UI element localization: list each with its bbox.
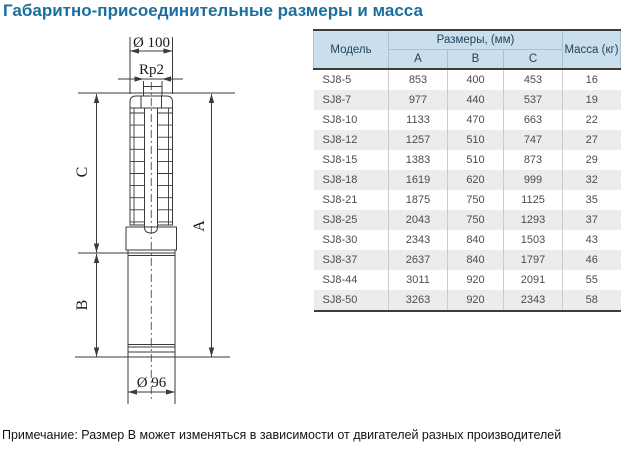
model-cell: SJ8-12 <box>314 130 389 150</box>
mass-cell: 19 <box>563 90 621 110</box>
b-cell: 400 <box>448 69 504 90</box>
mass-cell: 35 <box>563 190 621 210</box>
b-cell: 920 <box>448 290 504 311</box>
table-header <box>314 30 621 69</box>
mass-cell: 58 <box>563 290 621 311</box>
footnote: Примечание: Размер В может изменяться в зависимости от двигателей разных производителей <box>2 428 562 442</box>
header-model: Модель <box>314 30 389 69</box>
header-sizes-group: Размеры, (мм) <box>389 30 563 50</box>
table-row <box>314 170 621 190</box>
model-cell: SJ8-25 <box>314 210 389 230</box>
a-cell: 977 <box>389 90 448 110</box>
b-cell: 840 <box>448 250 504 270</box>
model-cell: SJ8-37 <box>314 250 389 270</box>
c-cell: 747 <box>504 130 563 150</box>
table-row <box>314 230 621 250</box>
c-cell: 1293 <box>504 210 563 230</box>
b-cell: 750 <box>448 190 504 210</box>
table-row <box>314 69 621 90</box>
header-col-c: C <box>504 50 563 70</box>
c-cell: 873 <box>504 150 563 170</box>
page-title: Габаритно-присоединительные размеры и масса <box>3 1 423 20</box>
model-cell: SJ8-21 <box>314 190 389 210</box>
c-cell: 663 <box>504 110 563 130</box>
b-cell: 440 <box>448 90 504 110</box>
b-cell: 510 <box>448 150 504 170</box>
dim-a-label: A <box>191 220 208 232</box>
dim-c-label: C <box>74 166 91 178</box>
model-cell: SJ8-44 <box>314 270 389 290</box>
a-cell: 1383 <box>389 150 448 170</box>
model-cell: SJ8-10 <box>314 110 389 130</box>
c-cell: 453 <box>504 69 563 90</box>
a-cell: 2043 <box>389 210 448 230</box>
mass-cell: 29 <box>563 150 621 170</box>
b-cell: 470 <box>448 110 504 130</box>
table-row <box>314 210 621 230</box>
c-cell: 999 <box>504 170 563 190</box>
model-cell: SJ8-18 <box>314 170 389 190</box>
a-cell: 3011 <box>389 270 448 290</box>
pump-dimension-diagram <box>0 0 310 425</box>
header-mass: Масса (кг) <box>563 30 621 69</box>
dim-a <box>191 94 214 357</box>
dim-c <box>74 94 99 253</box>
model-cell: SJ8-50 <box>314 290 389 311</box>
table-row <box>314 130 621 150</box>
c-cell: 1503 <box>504 230 563 250</box>
c-cell: 2343 <box>504 290 563 311</box>
model-cell: SJ8-15 <box>314 150 389 170</box>
c-cell: 1125 <box>504 190 563 210</box>
dim-b <box>74 254 99 357</box>
mass-cell: 55 <box>563 270 621 290</box>
header-col-a: A <box>389 50 448 70</box>
top-diameter-label: Ø 100 <box>132 35 171 51</box>
mass-cell: 16 <box>563 69 621 90</box>
a-cell: 2637 <box>389 250 448 270</box>
dim-b-label: B <box>74 299 91 311</box>
table-body <box>314 69 621 311</box>
mass-cell: 37 <box>563 210 621 230</box>
table-row <box>314 150 621 170</box>
spec-table <box>313 29 620 312</box>
model-cell: SJ8-7 <box>314 90 389 110</box>
a-cell: 1619 <box>389 170 448 190</box>
a-cell: 1257 <box>389 130 448 150</box>
b-cell: 840 <box>448 230 504 250</box>
c-cell: 537 <box>504 90 563 110</box>
table-row <box>314 190 621 210</box>
model-cell: SJ8-30 <box>314 230 389 250</box>
b-cell: 620 <box>448 170 504 190</box>
table-row <box>314 290 621 311</box>
mass-cell: 43 <box>563 230 621 250</box>
b-cell: 920 <box>448 270 504 290</box>
header-col-b: B <box>448 50 504 70</box>
mass-cell: 46 <box>563 250 621 270</box>
a-cell: 1875 <box>389 190 448 210</box>
table-row <box>314 90 621 110</box>
mass-cell: 27 <box>563 130 621 150</box>
mass-cell: 32 <box>563 170 621 190</box>
a-cell: 3263 <box>389 290 448 311</box>
a-cell: 2343 <box>389 230 448 250</box>
a-cell: 853 <box>389 69 448 90</box>
dim-thread <box>118 62 183 82</box>
thread-label: Rp2 <box>138 62 165 78</box>
a-cell: 1133 <box>389 110 448 130</box>
model-cell: SJ8-5 <box>314 69 389 90</box>
c-cell: 2091 <box>504 270 563 290</box>
b-cell: 510 <box>448 130 504 150</box>
mass-cell: 22 <box>563 110 621 130</box>
b-cell: 750 <box>448 210 504 230</box>
c-cell: 1797 <box>504 250 563 270</box>
table-row <box>314 250 621 270</box>
bottom-diameter-label: Ø 96 <box>136 375 167 391</box>
table-row <box>314 110 621 130</box>
table-row <box>314 270 621 290</box>
